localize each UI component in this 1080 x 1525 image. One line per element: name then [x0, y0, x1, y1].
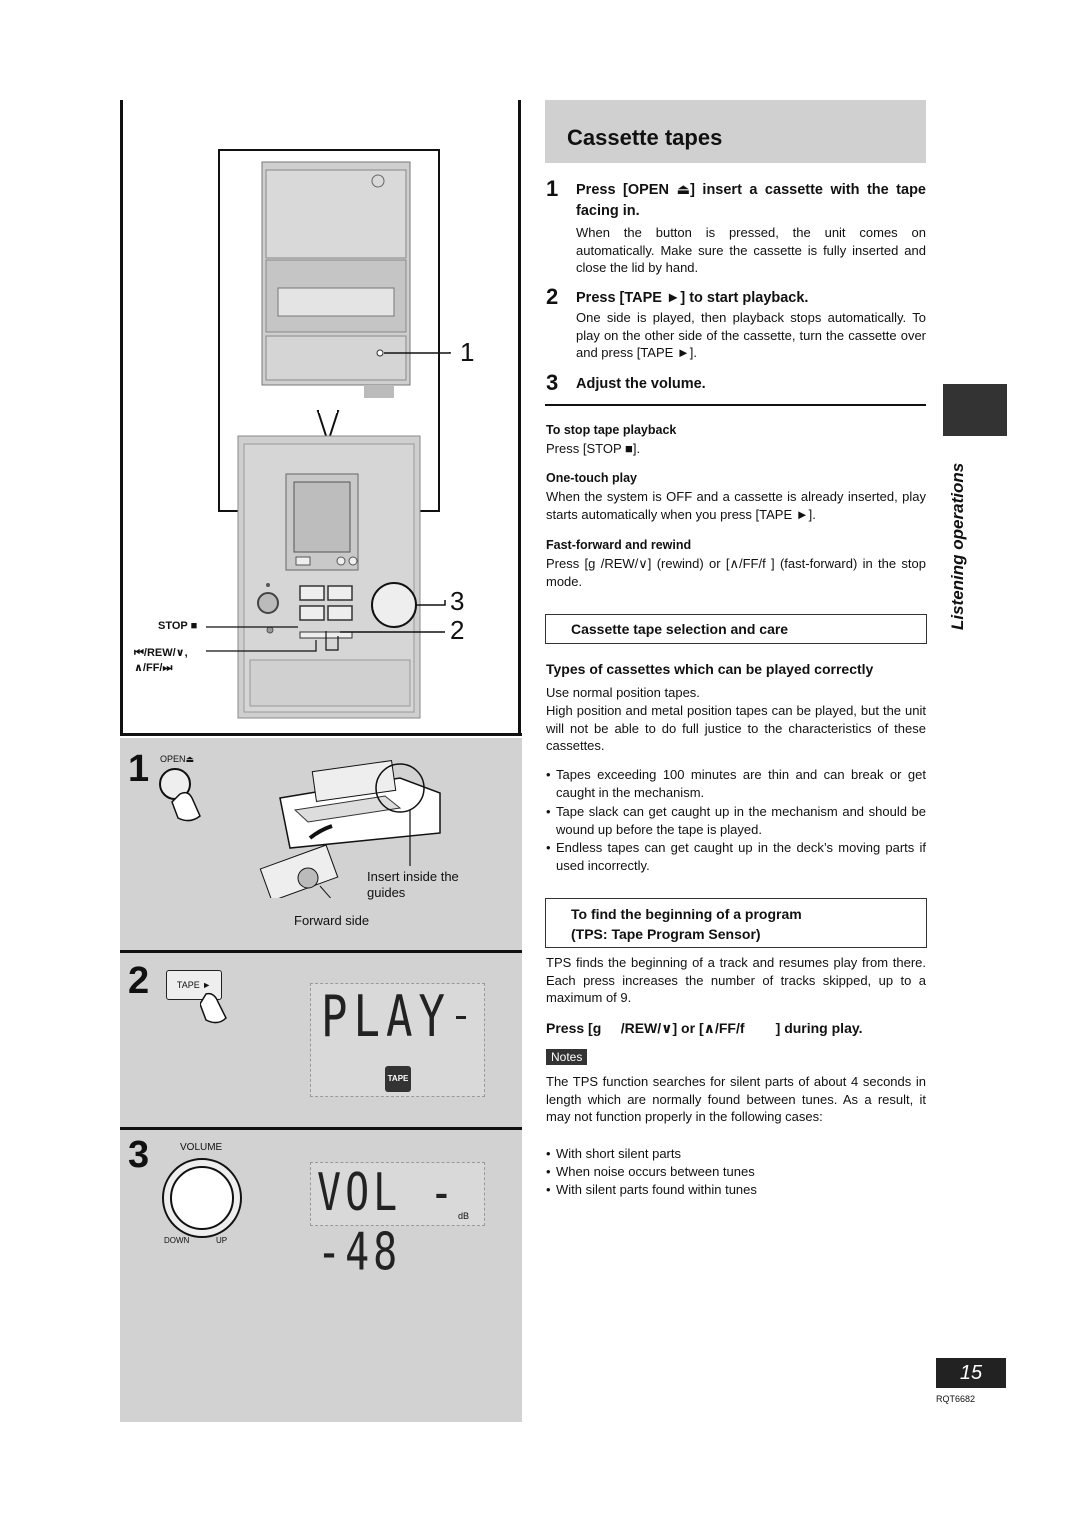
tip-stop-body: Press [STOP ■].	[546, 441, 641, 456]
selection-bullet-3-text: Endless tapes can get caught up in the deck’s moving parts if used incorrectly.	[556, 840, 926, 873]
tip-ffrew-body: Press [g /REW/∨] (rewind) or [∧/FF/f ] (fast-forward) in the stop mode.	[546, 556, 926, 589]
forward-side-label: Forward side	[294, 913, 370, 928]
callout-1: 1	[460, 337, 475, 367]
notes-bullet-2-text: When noise occurs between tunes	[556, 1164, 755, 1179]
tip-onetouch-body: When the system is OFF and a cassette is already inserted, play starts automatically when you press [TAPE ►].	[546, 489, 926, 522]
up-label: UP	[216, 1236, 228, 1245]
notes-body: The TPS function searches for silent parts of about 4 seconds in length which are normally found between tunes. As a result, it may not function properly in the following cases:	[546, 1074, 926, 1124]
tps-body: TPS finds the beginning of a track and resumes play from there. Each press increases the number of tracks skipped, up to a maximum of 9.	[546, 955, 926, 1005]
step3-heading-num: 3	[546, 370, 559, 395]
volume-knob-inner	[170, 1166, 234, 1230]
types-p2: High position and metal position tapes can be played, but the unit will not be able to do full justice to the characteristics of these cassettes.	[546, 703, 926, 753]
lcd-volume-display	[310, 1162, 485, 1283]
tip-stop-title: To stop tape playback	[546, 423, 677, 437]
notes-bullet-1: • With short silent parts	[546, 1146, 681, 1161]
page-number: 15	[936, 1358, 1006, 1388]
selection-box-title: Cassette tape selection and care	[571, 621, 789, 637]
tps-box-line2: (TPS: Tape Program Sensor)	[571, 926, 761, 942]
volume-knob	[162, 1158, 242, 1238]
step1-heading-text: Press [OPEN ⏏] insert a cassette with the tape facing in.	[576, 182, 926, 219]
tape-play-button-label: TAPE ►	[176, 980, 212, 990]
step3-heading-text: Adjust the volume.	[576, 376, 706, 392]
step2-body: One side is played, then playback stops automatically. To play on the other side of the cassette, turn the cassette over and press [TAPE ►].	[576, 310, 926, 360]
step2-heading-text: Press [TAPE ►] to start playback.	[576, 290, 809, 306]
lcd-volume-text: VOL --48	[317, 1163, 458, 1283]
hand-press-tape-icon	[200, 990, 240, 1030]
insert-guides-label: Insert inside the guides	[367, 869, 459, 900]
tps-box-line1: To find the beginning of a program	[571, 906, 802, 922]
volume-label: VOLUME	[180, 1142, 223, 1153]
lcd-play-display	[310, 983, 485, 1097]
tip-ffrew-title: Fast-forward and rewind	[546, 538, 692, 552]
ff-label: ∧/FF/⏭	[134, 662, 173, 674]
tps-press-line: Press [g /REW/∨] or [∧/FF/f ] during play.	[546, 1020, 863, 1036]
side-tab-block	[943, 384, 1007, 436]
page-title: Cassette tapes	[567, 125, 723, 150]
step1-heading-num: 1	[546, 176, 559, 201]
tip-onetouch-title: One-touch play	[546, 471, 637, 485]
lcd-play-text: PLAY	[321, 984, 451, 1051]
notes-badge: Notes	[546, 1049, 587, 1065]
selection-bullet-3: • Endless tapes can get caught up in the deck’s moving parts if used incorrectly.	[546, 840, 926, 873]
side-tab-label: Listening operations	[948, 462, 967, 630]
tps-box	[545, 898, 927, 948]
notes-bullet-2: • When noise occurs between tunes	[546, 1164, 755, 1179]
step2-number: 2	[128, 960, 150, 1002]
open-label: OPEN⏏	[160, 754, 195, 764]
types-heading: Types of cassettes which can be played correctly	[546, 661, 874, 677]
notes-bullet-1-text: With short silent parts	[556, 1146, 681, 1161]
step1-number: 1	[128, 748, 150, 790]
notes-bullet-3: • With silent parts found within tunes	[546, 1182, 757, 1197]
callout-2: 2	[450, 615, 465, 645]
selection-bullet-1-text: Tapes exceeding 100 minutes are thin and can break or get caught in the mechanism.	[556, 767, 926, 800]
callout-3: 3	[450, 586, 465, 616]
notes-bullet-3-text: With silent parts found within tunes	[556, 1182, 757, 1197]
stop-label: STOP ■	[158, 620, 198, 632]
step3-number: 3	[128, 1134, 150, 1176]
lcd-tape-icon: TAPE	[385, 1066, 411, 1092]
lcd-cursor	[456, 1016, 466, 1019]
down-label: DOWN	[164, 1236, 190, 1245]
selection-bullet-1: • Tapes exceeding 100 minutes are thin and can break or get caught in the mechanism.	[546, 767, 926, 800]
lcd-db-label: dB	[458, 1211, 470, 1221]
selection-bullet-2: • Tape slack can get caught up in the mechanism and should be wound up before the tape is played.	[546, 804, 926, 837]
step2-heading-num: 2	[546, 284, 559, 309]
selection-bullet-2-text: Tape slack can get caught up in the mechanism and should be wound up before the tape is played.	[556, 804, 926, 837]
doc-code: RQT6682	[936, 1394, 976, 1404]
step1-body: When the button is pressed, the unit comes on automatically. Make sure the cassette is fully inserted and close the lid by hand.	[576, 225, 926, 275]
hand-press-open-icon	[150, 764, 240, 824]
title-banner	[545, 100, 926, 163]
rew-label: ⏮/REW/∨,	[134, 647, 188, 659]
step-divider	[545, 404, 926, 406]
selection-box	[545, 614, 927, 644]
types-p1: Use normal position tapes.	[546, 685, 700, 700]
